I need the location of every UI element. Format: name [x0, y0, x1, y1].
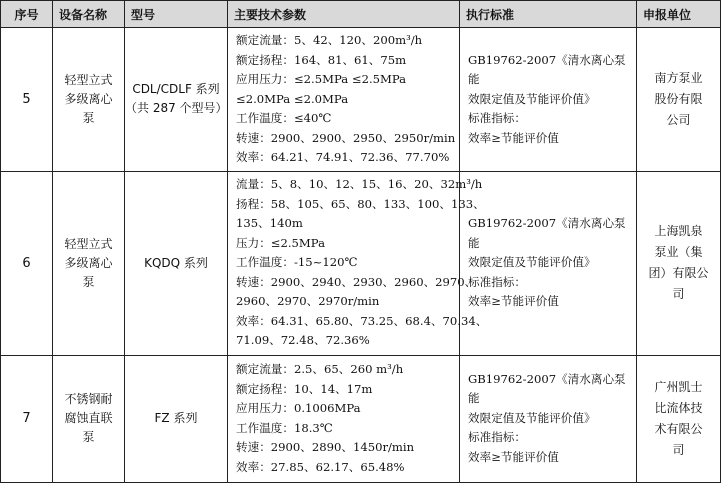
table-row	[1, 355, 721, 482]
row-device-name: 轻型立式 多级离心 泵	[53, 28, 125, 172]
row-device-name: 轻型立式 多级离心 泵	[53, 171, 125, 355]
row-standard: GB19762-2007《清水离心泵能 效限定值及节能评价值》 标准指标： 效率≥节能评价值	[460, 28, 637, 172]
header-row	[1, 1, 721, 28]
row-applicant: 上海凯泉 泵业（集 团）有限公 司	[637, 171, 721, 355]
table-row	[1, 171, 721, 355]
row-model: KQDQ 系列	[125, 171, 228, 355]
row-params: 额定流量：5、42、120、200m³/h 额定扬程：164、81、61、75m 应用压力：≤2.5MPa ≤2.5MPa ≤2.0MPa ≤2.0MPa 工作温度：≤40℃ 转速：2900、2900、2950、2950r/min 效率：64.21、74.91、72.36、77.70%	[228, 28, 460, 172]
row-applicant: 南方泵业 股份有限 公司	[637, 28, 721, 172]
table-row	[1, 28, 721, 172]
row-device-name: 不锈钢耐 腐蚀直联 泵	[53, 355, 125, 482]
header-unit: 申报单位	[637, 1, 721, 28]
row-applicant: 广州凯士 比流体技 术有限公 司	[637, 355, 721, 482]
row-params: 流量：5、8、10、12、15、16、20、32m³/h 扬程：58、105、65、80、133、100、133、 135、140m 压力：≤2.5MPa 工作温度：-15~120℃ 转速：2900、2940、2930、2960、2970、 2960、2970、2970r/min 效率：64.31、65.80、73.25、68.4、70.34、 71.09、72.48、72.36%	[228, 171, 460, 355]
row-params: 额定流量：2.5、65、260 m³/h 额定扬程：10、14、17m 应用压力：0.1006MPa 工作温度：18.3℃ 转速：2900、2890、1450r/min 效率：27.85、62.17、65.48%	[228, 355, 460, 482]
header-seq: 序号	[1, 1, 53, 28]
header-model: 型号	[125, 1, 228, 28]
header-params: 主要技术参数	[228, 1, 460, 28]
row-seq: 7	[1, 355, 53, 482]
row-standard: GB19762-2007《清水离心泵能 效限定值及节能评价值》 标准指标： 效率≥节能评价值	[460, 355, 637, 482]
row-seq: 5	[1, 28, 53, 172]
row-standard: GB19762-2007《清水离心泵能 效限定值及节能评价值》 标准指标： 效率≥节能评价值	[460, 171, 637, 355]
header-standard: 执行标准	[460, 1, 637, 28]
header-name: 设备名称	[53, 1, 125, 28]
row-model: FZ 系列	[125, 355, 228, 482]
row-model: CDL/CDLF 系列 （共 287 个型号）	[125, 28, 228, 172]
row-seq: 6	[1, 171, 53, 355]
